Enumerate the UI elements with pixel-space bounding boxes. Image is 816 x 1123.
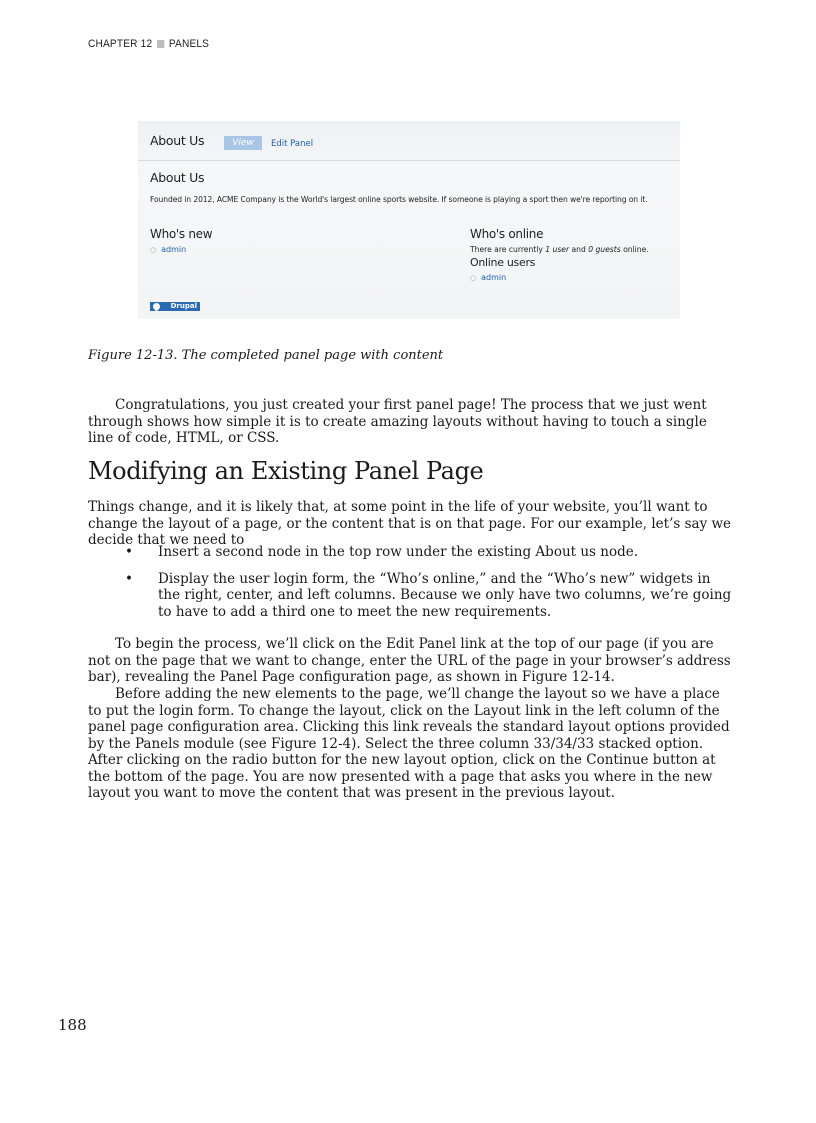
figure-divider	[138, 160, 680, 161]
whos-online-block	[470, 227, 675, 282]
whos-new-user-link[interactable]: ○ admin	[150, 245, 187, 254]
whos-new-block	[150, 227, 430, 254]
bullet-dot: •	[125, 544, 133, 560]
edit-panel-link[interactable]: Edit Panel	[271, 139, 314, 149]
list-item: • Display the user login form, the “Who’s online,” and the “Who’s new” widgets in the right, center, and left columns. Because we only have two columns, we’re going to have to add a third one to meet the new requirements.	[125, 570, 732, 620]
list-item: • Insert a second node in the top row under the existing About us node.	[125, 544, 639, 560]
running-head	[88, 38, 209, 50]
bullet-dot: •	[125, 570, 133, 587]
requirements-list	[88, 544, 733, 630]
separator-square	[157, 40, 164, 48]
bullet-icon: ○	[150, 246, 157, 254]
begin-paragraph: To begin the process, we’ll click on the Edit Panel link at the top of our page (if you are not on the page that we want to change, enter the URL of the page in your browser’s address bar), revealing the Panel Page configuration page, as shown in Figure 12-14.	[88, 636, 731, 685]
drupal-badge[interactable]: Drupal	[150, 302, 200, 311]
view-tab[interactable]: View	[224, 136, 262, 150]
figure-screenshot	[138, 121, 680, 319]
bullet-icon: ○	[470, 274, 477, 282]
section-heading: Modifying an Existing Panel Page	[88, 457, 484, 485]
chapter-label: CHAPTER 12	[88, 38, 153, 50]
drupal-drop-icon	[152, 302, 162, 312]
online-users-title: Online users	[470, 256, 536, 269]
intro-paragraph: Congratulations, you just created your first panel page! The process that we just went through shows how simple it is to create amazing layouts without having to touch a single line of code, HTML, or CSS.	[88, 397, 707, 446]
online-user-link[interactable]: ○ admin	[470, 273, 507, 282]
section-label: PANELS	[168, 38, 210, 50]
figure-node-title: About Us	[150, 170, 205, 185]
figure-node-body: Founded in 2012, ACME Company is the World's largest online sports website. If someone is playing a sport then we're reporting on it.	[150, 195, 648, 204]
figure-caption: Figure 12-13. The completed panel page with content	[88, 348, 444, 363]
figure-page-title: About Us	[150, 133, 205, 148]
whos-online-title: Who's online	[470, 227, 544, 241]
change-paragraph: Things change, and it is likely that, at some point in the life of your website, you’ll want to change the layout of a page, or the content that is on that page. For our example, let’s say we decide that we need to	[88, 499, 732, 548]
whos-new-title: Who's new	[150, 227, 213, 241]
page-number: 188	[58, 1016, 87, 1034]
online-status-text: There are currently 1 user and 0 guests online.	[470, 245, 649, 254]
before-paragraph: Before adding the new elements to the page, we’ll change the layout so we have a place to put the login form. To change the layout, click on the Layout link in the left column of the panel page configuration area. Clicking this link reveals the standard layout options provided by the Panels module (see Figure 12-4). Select the three column 33/34/33 stacked option. After clicking on the radio button for the new layout option, click on the Continue button at the bottom of the page. You are now presented with a page that asks you where in the new layout you want to move the content that was present in the previous layout.	[88, 686, 730, 801]
